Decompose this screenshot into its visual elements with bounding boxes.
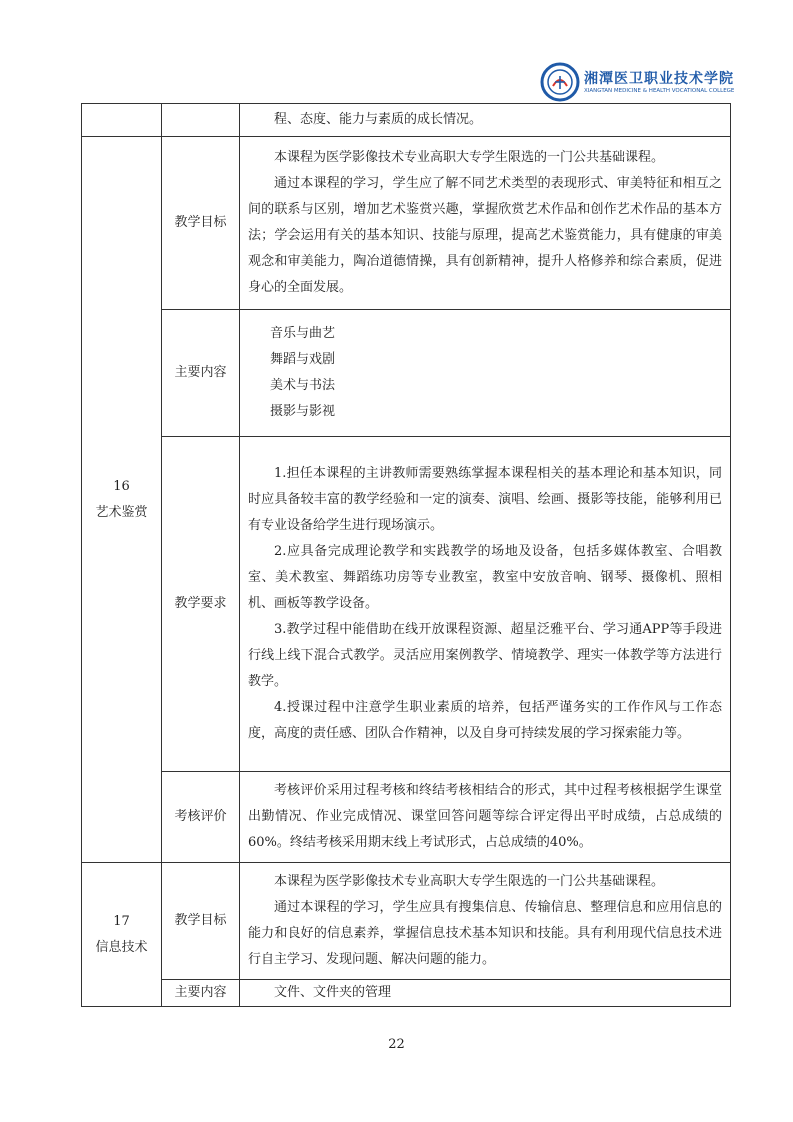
course-name: 艺术鉴赏 — [95, 504, 148, 520]
course-name: 信息技术 — [95, 939, 148, 955]
list-item: 美术与书法 — [270, 378, 336, 393]
row-label: 主要内容 — [162, 980, 240, 1007]
table-row — [82, 980, 731, 1007]
continued-text: 程、态度、能力与素质的成长情况。 — [274, 112, 483, 127]
college-name-en: XIANGTAN MEDICINE & HEALTH VOCATIONAL COLLEGE — [584, 88, 735, 94]
list-item: 摄影与影视 — [270, 404, 336, 419]
goal-paragraph: 本课程为医学影像技术专业高职大专学生限选的一门公共基础课程。 — [274, 874, 665, 889]
evaluation-paragraph: 考核评价采用过程考核和终结考核相结合的形式，其中过程考核根据学生课堂出勤情况、作业完成情况、课堂回答问题等综合评定得出平时成绩，占总成绩的60%。终结考核采用期末线上考试形式，占总成绩的40%。 — [248, 783, 722, 850]
requirement-paragraph: 1.担任本课程的主讲教师需要熟练掌握本课程相关的基本理论和基本知识，同时应具备较丰富的教学经验和一定的演奏、演唱、绘画、摄影等技能，能够利用已有专业设备给学生进行现场演示。 — [248, 466, 722, 533]
row-label: 教学目标 — [162, 863, 240, 980]
goal-paragraph: 本课程为医学影像技术专业高职大专学生限选的一门公共基础课程。 — [274, 150, 665, 165]
table-row — [82, 310, 731, 437]
table-row — [82, 863, 731, 980]
requirement-paragraph: 4.授课过程中注意学生职业素质的培养，包括严谨务实的工作作风与工作态度，高度的责任感、团队合作精神，以及自身可持续发展的学习探索能力等。 — [248, 700, 722, 741]
row-label: 教学目标 — [162, 137, 240, 310]
list-item: 音乐与曲艺 — [270, 326, 336, 341]
row-label: 教学要求 — [162, 437, 240, 772]
table-row — [82, 104, 731, 137]
table-row — [82, 772, 731, 863]
college-emblem-icon — [540, 62, 580, 102]
evaluation-cell — [240, 772, 731, 863]
course-number: 17 — [113, 913, 130, 929]
content-cell — [240, 310, 731, 437]
course-cell-it — [82, 863, 162, 1007]
college-logo — [540, 62, 735, 106]
goal-paragraph: 通过本课程的学习，学生应具有搜集信息、传输信息、整理信息和应用信息的能力和良好的信息素养，掌握信息技术基本知识和技能。具有利用现代信息技术进行自主学习、发现问题、解决问题的能力。 — [248, 900, 722, 967]
requirement-paragraph: 3.教学过程中能借助在线开放课程资源、超星泛雅平台、学习通APP等手段进行线上线下混合式教学。灵活应用案例教学、情境教学、理实一体教学等方法进行教学。 — [248, 622, 722, 689]
table-row — [82, 437, 731, 772]
goal-cell — [240, 863, 731, 980]
page-number: 22 — [388, 1037, 405, 1052]
goal-cell — [240, 137, 731, 310]
college-name-cn: 湘潭医卫职业技术学院 — [584, 71, 734, 87]
requirement-paragraph: 2.应具备完成理论教学和实践教学的场地及设备，包括多媒体教室、合唱教室、美术教室、舞蹈练功房等专业教室，教室中安放音响、钢琴、摄像机、照相机、画板等教学设备。 — [248, 544, 722, 611]
list-item: 舞蹈与戏剧 — [270, 352, 336, 367]
course-cell-art — [82, 137, 162, 863]
list-item: 文件、文件夹的管理 — [274, 985, 392, 1000]
goal-paragraph: 通过本课程的学习，学生应了解不同艺术类型的表现形式、审美特征和相互之间的联系与区别，增加艺术鉴赏兴趣，掌握欣赏艺术作品和创作艺术作品的基本方法；学会运用有关的基本知识、技能与原理，提高艺术鉴赏能力，具有健康的审美观念和审美能力，陶冶道德情操，具有创新精神，提升人格修养和综合素质，促进身心的全面发展。 — [248, 176, 722, 295]
curriculum-table — [81, 103, 731, 1007]
course-number: 16 — [113, 478, 130, 494]
table-row — [82, 137, 731, 310]
row-label: 主要内容 — [162, 310, 240, 437]
row-label: 考核评价 — [162, 772, 240, 863]
requirements-cell — [240, 437, 731, 772]
content-cell — [240, 980, 731, 1007]
